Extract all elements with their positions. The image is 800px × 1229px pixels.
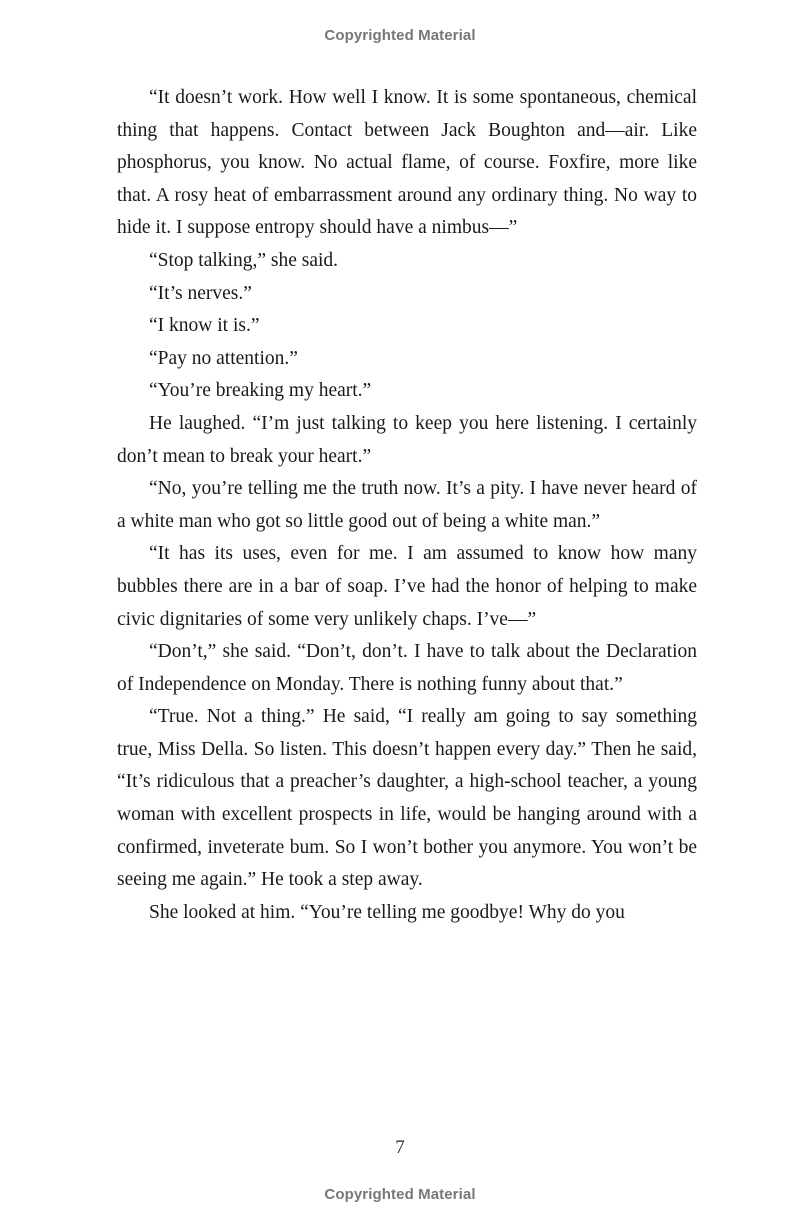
body-text [117,82,697,929]
copyright-watermark-top: Copyrighted Material [324,27,476,44]
paragraph: “I know it is.” [149,315,260,337]
paragraph: “Stop talking,” she said. [149,249,339,271]
paragraph: He laughed. “I’m just talking to keep you here listening. I certainly don’t mean to break your heart.” [117,412,697,467]
paragraph: “You’re breaking my heart.” [149,380,372,402]
copyright-watermark-bottom: Copyrighted Material [324,1186,476,1203]
paragraph: “No, you’re telling me the truth now. It’s a pity. I have never heard of a white man who got so little good out of being a white man.” [117,478,697,532]
paragraph: She looked at him. “You’re telling me goodbye! Why do you [149,901,625,923]
paragraph: “It’s nerves.” [149,282,252,304]
page-number: 7 [395,1137,405,1158]
paragraph: “Don’t,” she said. “Don’t, don’t. I have to talk about the Declaration of Independence on Monday. There is nothing funny about that.” [117,641,697,695]
paragraph: “It doesn’t work. How well I know. It is some spontaneous, chemical thing that happens. Contact between Jack Boughton and—air. Like phosphorus, you know. No actual flame, of course. Foxfire, more like that. A rosy heat of embarrassment around any ordinary thing. No way to hide it. I suppose entropy should have a nimbus—” [117,87,697,239]
paragraph: “It has its uses, even for me. I am assumed to know how many bubbles there are in a bar of soap. I’ve had the honor of helping to make civic dignitaries of some very unlikely chaps. I’ve—” [117,543,697,630]
paragraph: “Pay no attention.” [149,347,298,369]
paragraph: “True. Not a thing.” He said, “I really am going to say something true, Miss Della. So listen. This doesn’t happen every day.” Then he said, “It’s ridiculous that a preacher’s daughter, a high-school teacher, a young woman with excellent prospects in life, would be hanging around with a confirmed, inveterate bum. So I won’t bother you anymore. You won’t be seeing me again.” He took a step away. [117,706,697,891]
